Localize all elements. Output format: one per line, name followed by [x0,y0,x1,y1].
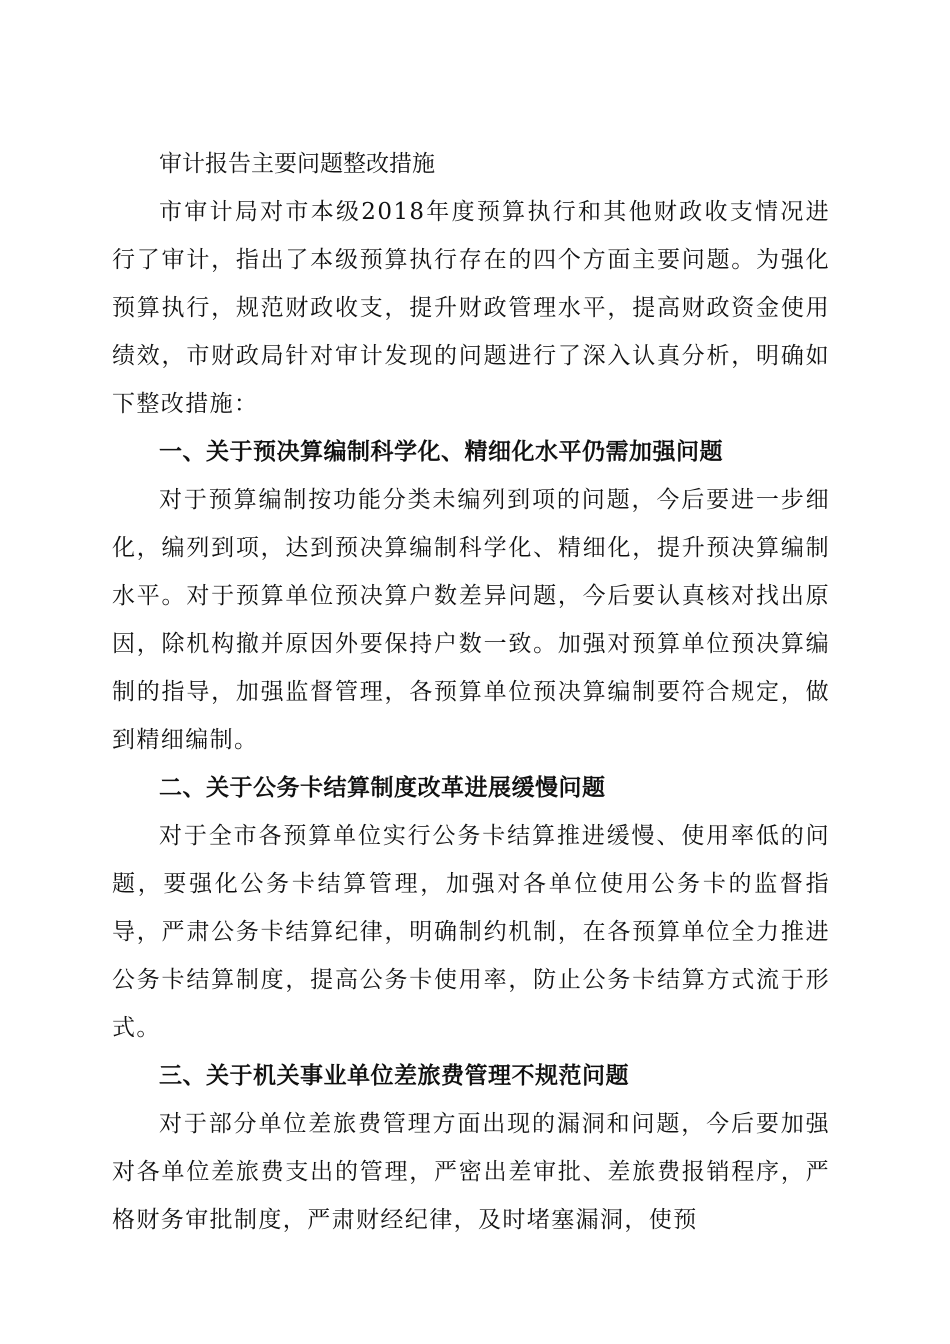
section-body-1: 对于预算编制按功能分类未编列到项的问题，今后要进一步细化，编列到项，达到预决算编制科学化、精细化，提升预决算编制水平。对于预算单位预决算户数差异问题，今后要认真核对找出原因，除机构撤并原因外要保持户数一致。加强对预算单位预决算编制的指导，加强监督管理，各预算单位预决算编制要符合规定，做到精细编制。 [112,487,830,753]
section-heading-3: 三、关于机关事业单位差旅费管理不规范问题 [159,1063,629,1089]
intro-paragraph: 市审计局对市本级2018年度预算执行和其他财政收支情况进行了审计，指出了本级预算执行存在的四个方面主要问题。为强化预算执行，规范财政收支，提升财政管理水平，提高财政资金使用绩效，市财政局针对审计发现的问题进行了深入认真分析，明确如下整改措施： [112,199,830,417]
section-body-2: 对于全市各预算单位实行公务卡结算推进缓慢、使用率低的问题，要强化公务卡结算管理，加强对各单位使用公务卡的监督指导，严肃公务卡结算纪律，明确制约机制，在各预算单位全力推进公务卡结算制度，提高公务卡使用率，防止公务卡结算方式流于形式。 [112,823,830,1041]
document-title: 审计报告主要问题整改措施 [159,151,435,177]
section-heading-1: 一、关于预决算编制科学化、精细化水平仍需加强问题 [159,439,723,465]
section-heading-2: 二、关于公务卡结算制度改革进展缓慢问题 [159,775,606,801]
section-body-3: 对于部分单位差旅费管理方面出现的漏洞和问题，今后要加强对各单位差旅费支出的管理，严密出差审批、差旅费报销程序，严格财务审批制度，严肃财经纪律，及时堵塞漏洞，使预 [112,1111,830,1233]
document-body [112,140,830,1244]
